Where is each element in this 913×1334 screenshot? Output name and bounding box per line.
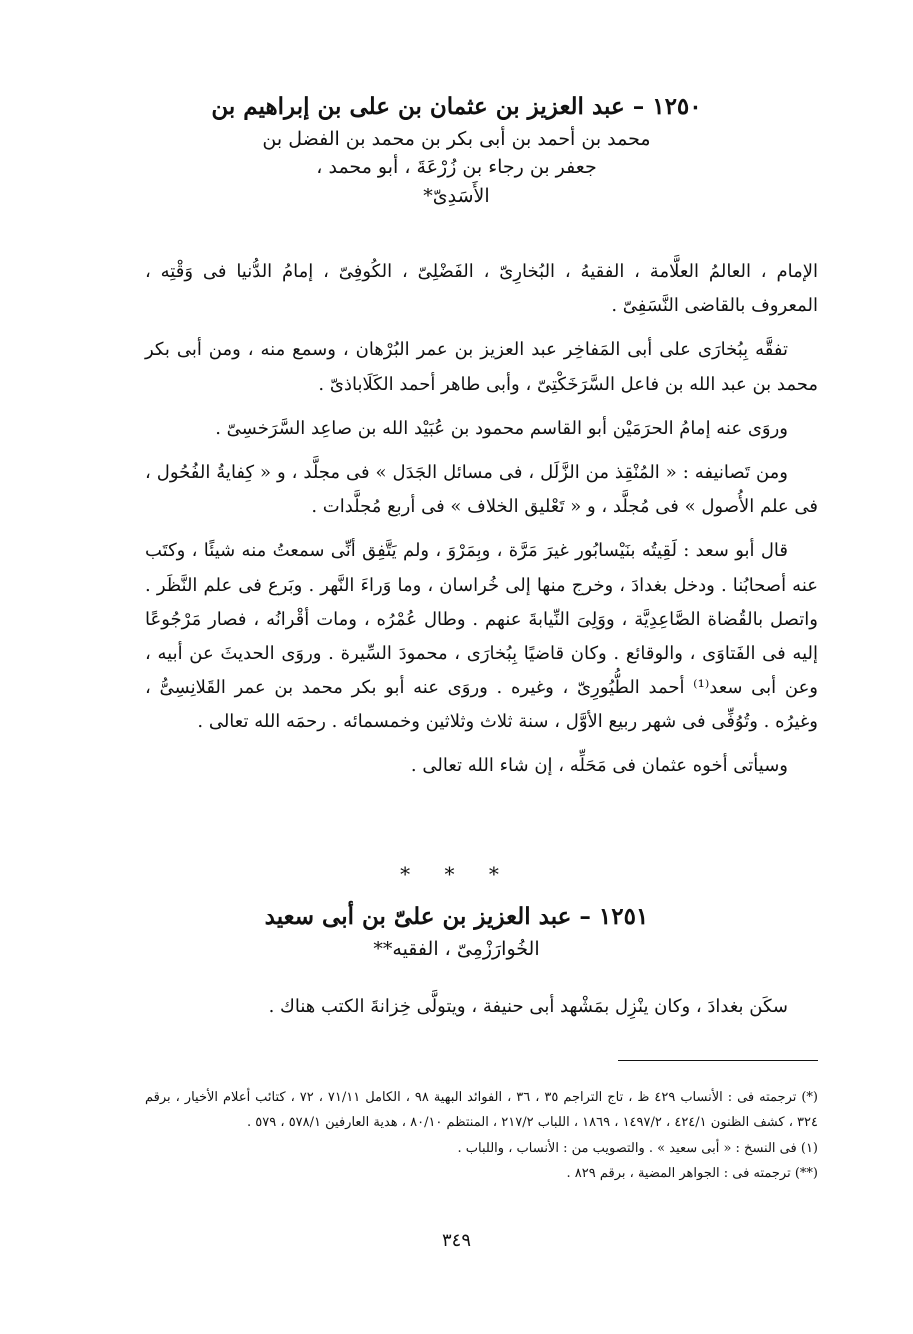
entry-name-line-2: الخُوارَزْمِىّ ، الفقيه** xyxy=(373,937,540,960)
entry-number: ١٢٥١ xyxy=(598,903,649,930)
entry-1251-body: سكَن بغدادَ ، وكان ينْزِل بمَشْهد أبى حنيفة ، ويتولَّى خِزانةَ الكتب هناك . xyxy=(268,996,788,1017)
footnote-divider xyxy=(618,1060,818,1061)
footnotes xyxy=(145,1085,818,1186)
footnote: (١) فى النسخ : « أبى سعيد » . والتصويب من : الأنساب ، واللباب . xyxy=(457,1140,818,1156)
entry-1250-heading xyxy=(150,90,763,210)
body-paragraph: وروَى عنه إمامُ الحرَمَيْن أبو القاسم محمود بن عُبَيْد الله بن صاعِد السَّرَخسِىّ . xyxy=(215,417,788,439)
entry-1250-body xyxy=(145,255,818,794)
entry-name-line-2: محمد بن أحمد بن أبى بكر بن محمد بن الفضل بن xyxy=(262,127,651,150)
body-paragraph: الإمام ، العالمُ العلَّامة ، الفقيهُ ، البُخارِىّ ، الفَضْلِىّ ، الكُوفِىّ ، إمامُ الدُّنيا فى وَقْتِه ، المعروف بالقاضى النَّسَفِىّ . xyxy=(145,261,818,317)
entry-1251-heading xyxy=(150,900,763,963)
body-paragraph: ومن تَصانيفه : « المُنْقِذ من الزَّلَل ، فى مسائل الجَدَل » فى مجلَّد ، و « كِفايةُ الفُحُول ، فى علم الأُصول » فى مُجلَّد ، و « تَعْليق الخلاف » فى أربع مُجلَّدات . xyxy=(145,461,818,518)
body-paragraph: وسيأتى أخوه عثمان فى مَحَلِّه ، إن شاء الله تعالى . xyxy=(410,755,788,777)
entry-name-line-1: عبد العزيز بن عثمان بن على بن إبراهيم بن xyxy=(211,93,625,120)
entry-number: ١٢٥٠ xyxy=(652,93,702,120)
entry-name-line-1: عبد العزيز بن علىّ بن أبى سعيد xyxy=(264,903,572,930)
entry-1250-title: ١٢٥٠ – عبد العزيز بن عثمان بن على بن إبراهيم بن xyxy=(211,93,702,120)
body-paragraph: قال أبو سعد : لَقِيتُه بنَيْسابُور غيرَ مَرَّة ، وبِمَرْوَ ، ولم يَتَّفِق أنِّى سمعتُ منه شيئًا ، وكتَب عنه أصحابُنا . ودخل بغدادَ ، وخرج منها إلى خُراسان ، وما وَراءَ النَّهر . وبَرع فى علم النَّظَر . واتصل بالقُضاة الصَّاعِدِيَّة ، ووَلِىَ النِّيابةَ عنهم . وطال عُمْرُه ، ومات أقْرانُه ، فصار مَرْجُوعًا إليه فى الفَتاوَى ، والوقائع . وكان قاضيًا بِبُخارَى ، محمودَ السِّيرة . وروَى الحديثَ عن أبيه ، وعن أبى سعد⁽¹⁾ أحمد الطُّيُورِىّ ، وغيره . وروَى عنه أبو بكر محمد بن عمر القَلانِسِىُّ ، وغيرُه . وتُوُفِّى فى شهر ربيع الأوَّل ، سنة ثلاث وثلاثين وخمسمائه . رحمَه الله تعالى . xyxy=(145,540,818,733)
entry-1251-title: ١٢٥١ – عبد العزيز بن علىّ بن أبى سعيد xyxy=(264,903,649,930)
entry-name-line-3: جعفر بن رجاء بن زُرْعَةَ ، أبو محمد ، xyxy=(316,156,597,178)
footnote: (**) ترجمته فى : الجواهر المضية ، برقم ٨٢٩ . xyxy=(566,1166,818,1182)
footnote: (*) ترجمته فى : الأنساب ٤٢٩ ظ ، تاج التراجم ٣٥ ، ٣٦ ، الفوائد البهية ٩٨ ، الكامل ٧١/١١ ، ٧٢ ، كتائب أعلام الأخيار ، برقم ٣٢٤ ، كشف الظنون ٤٢٤/١ ، ١٤٩٧/٢ ، ١٨٦٩ ، اللباب ٢١٧/٢ ، المنتظم ٨٠/١٠ ، هدية العارفين ٥٧٨/١ ، ٥٧٩ . xyxy=(145,1090,818,1131)
section-separator: * * * xyxy=(400,862,513,886)
page-number: ٣٤٩ xyxy=(441,1230,471,1251)
body-paragraph: تفقَّه بِبُخارَى على أبى المَفاخِر عبد العزيز بن عمر البُرْهان ، وسمع منه ، ومن أبى بكر محمد بن عبد الله بن فاعل السَّرَخَكْتِىّ ، وأبى طاهر أحمد الكَلَاباذىّ . xyxy=(145,339,818,395)
entry-name-line-4: الأَسَدِىّ* xyxy=(423,184,490,207)
